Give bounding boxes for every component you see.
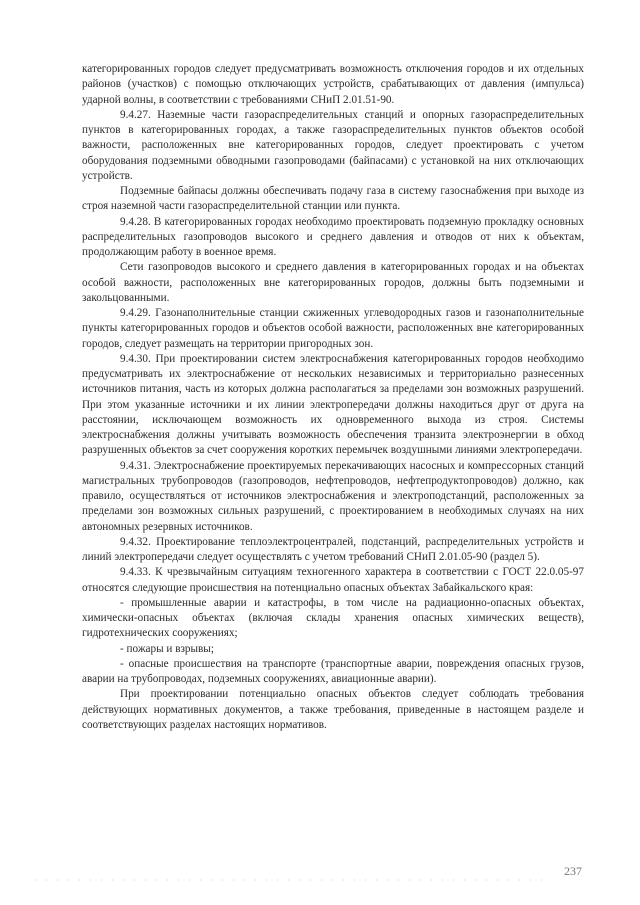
paragraph: Подземные байпасы должны обеспечивать подачу газа в систему газоснабжения при выходе из строя наземной части газораспределительной станции или пункта.	[82, 185, 584, 213]
paragraph: - опасные происшествия на транспорте (транспортные аварии, повреждения опасных грузов, аварии на трубопроводах, подземных сооружениях, авиационные аварии).	[82, 657, 584, 685]
scan-noise	[30, 877, 550, 883]
paragraph: - пожары и взрывы;	[120, 642, 214, 655]
page-number: 237	[564, 864, 582, 878]
paragraph: 9.4.33. К чрезвычайным ситуациям техногенного характера в соответствии с ГОСТ 22.0.05-97 относятся следующие происшествия на потенциально опасных объектах Забайкальского края:	[82, 566, 584, 594]
paragraph: 9.4.31. Электроснабжение проектируемых перекачивающих насосных и компрессорных станций магистральных трубопроводов (газопроводов, нефтепроводов, нефтепродуктопроводов) должно, как правило, осуществляться от источников электроснабжения и электроподстанций, расположенных за пределами зон возможных сильных разрушений, с проектированием в необходимых случаях на них автономных резервных источников.	[82, 459, 584, 533]
paragraph: 9.4.28. В категорированных городах необходимо проектировать подземную прокладку основных распределительных газопроводов высокого и среднего давления и отводов от них к объектам, продолжающим работу в военное время.	[82, 215, 584, 258]
paragraph: 9.4.27. Наземные части газораспределительных станций и опорных газораспределительных пунктов в категорированных городах, а также газораспределительных пунктов объектов особой важности, расположенных вне категорированных городов, следует проектировать с учетом оборудования подземными обводными газопроводами (байпасами) с установкой на них отключающих устройств.	[82, 108, 584, 182]
paragraph: - промышленные аварии и катастрофы, в том числе на радиационно-опасных объектах, химически-опасных объектах (включая склады хранения опасных химических веществ), гидротехнических сооружениях;	[82, 596, 584, 640]
paragraph: 9.4.30. При проектировании систем электроснабжения категорированных городов необходимо предусматривать их электроснабжение от нескольких независимых и территориально разнесенных источников питания, часть из которых должна располагаться за пределами зон возможных разрушений. При этом указанные источники и их линии электропередачи должны находиться друг от друга на расстоянии, исключающем возможность их одновременного выхода из строя. Системы электроснабжения должны учитывать возможность обеспечения транзита электроэнергии в обход разрушенных объектов за счет сооружения коротких перемычек воздушными линиями электропередачи.	[82, 352, 584, 457]
paragraph: 9.4.32. Проектирование теплоэлектроцентралей, подстанций, распределительных устройств и линий электропередачи следует осуществлять с учетом требований СНиП 2.01.05-90 (раздел 5).	[82, 535, 584, 563]
paragraph: При проектировании потенциально опасных объектов следует соблюдать требования действующих нормативных документов, а также требования, приведенные в настоящем разделе и соответствующих разделах настоящих нормативов.	[82, 688, 584, 731]
paragraph: 9.4.29. Газонаполнительные станции сжиженных углеводородных газов и газонаполнительные пункты категорированных городов и объектов особой важности, расположенных вне категорированных городов, следует размещать на территории пригородных зон.	[82, 307, 584, 350]
paragraph: категорированных городов следует предусматривать возможность отключения городов и их отдельных районов (участков) с помощью отключающих устройств, срабатывающих от давления (импульса) ударной волны, в соответствии с требованиями СНиП 2.01.51-90.	[82, 63, 584, 106]
document-body	[82, 62, 584, 733]
paragraph: Сети газопроводов высокого и среднего давления в категорированных городах и на объектах особой важности, расположенных вне категорированных городов, должны быть подземными и закольцованными.	[82, 261, 584, 304]
